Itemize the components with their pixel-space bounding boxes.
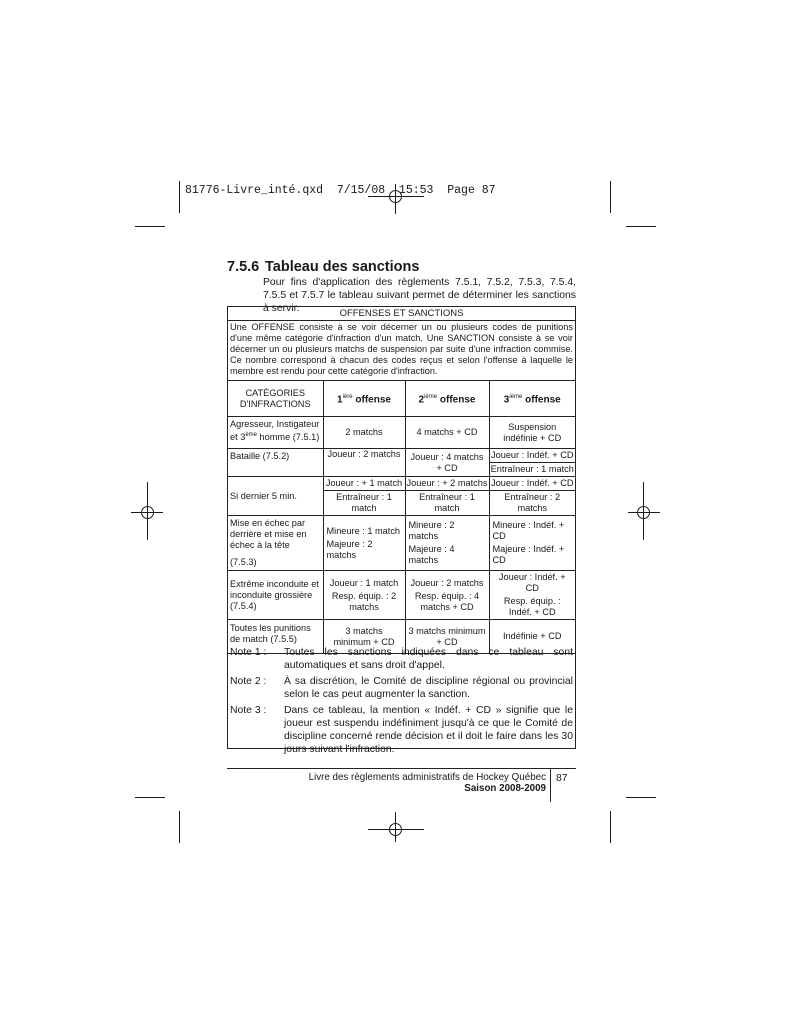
section-title: Tableau des sanctions xyxy=(265,259,420,275)
section-number: 7.5.6 xyxy=(227,259,260,275)
note-label: Note 2 : xyxy=(230,676,267,687)
crop-mark-top-left-vertical xyxy=(179,181,180,213)
cell-offense-1: Joueur : 1 match Resp. équip. : 2 matchs xyxy=(323,571,405,620)
cell-offense-1: 2 matchs xyxy=(323,417,405,449)
crop-mark-top-left-horizontal xyxy=(135,226,165,227)
table-row xyxy=(228,449,575,477)
print-slug-line: 81776-Livre_inté.qxd 7/15/08 15:53 Page 87 xyxy=(185,184,496,197)
header-category: CATÉGORIES D'INFRACTIONS xyxy=(228,381,323,417)
sanctions-table xyxy=(228,380,575,654)
note-item xyxy=(230,704,573,756)
row-category: Bataille (7.5.2) xyxy=(228,449,323,477)
cell-offense-3: Joueur : Indéf. + CD Entraîneur : 2 matchs xyxy=(489,477,575,516)
row-category: Si dernier 5 min. xyxy=(228,477,323,516)
cell-offense-2: Mineure : 2 matchs Majeure : 4 matchs xyxy=(405,516,489,571)
box-title: OFFENSES ET SANCTIONS xyxy=(339,308,464,319)
crop-mark-bottom-left-horizontal xyxy=(135,797,165,798)
row-category: Agresseur, Instigateur et 3ème homme (7.5.1) xyxy=(228,417,323,449)
cell-offense-1: Joueur : + 1 match Entraîneur : 1 match xyxy=(323,477,405,516)
crop-mark-bottom-left-vertical xyxy=(179,811,180,843)
note-text: Toutes les sanctions indiquées dans ce tableau sont automatiques et sans droit d'appel. xyxy=(284,647,573,671)
crop-mark-bottom-right-vertical xyxy=(610,811,611,843)
cell-offense-2: Joueur : 2 matchs Resp. équip. : 4 matchs + CD xyxy=(405,571,489,620)
cell-offense-2: Joueur : 4 matchs + CD xyxy=(405,449,489,477)
table-row xyxy=(228,477,575,516)
table-row xyxy=(228,417,575,449)
cell-offense-3: Indéfinie + CD xyxy=(489,620,575,654)
table-row xyxy=(228,571,575,620)
box-description: Une OFFENSE consiste à se voir décerner un ou plusieurs codes de punitions d'une même catégorie d'infraction d'un match. Une SANCTION consiste à se voir décerner un ou plusieurs matchs de suspension par suite d'une infraction commise. Ce nombre correspond à chacun des codes reçus et selon l'offense à laquelle le membre est rendu pour cette catégorie d'infraction. xyxy=(230,322,573,376)
page-number: 87 xyxy=(556,773,568,784)
table-row xyxy=(228,516,575,571)
footer-vertical-divider xyxy=(550,768,551,802)
note-item xyxy=(230,675,573,701)
note-text: À sa discrétion, le Comité de discipline régional ou provincial selon le cas peut augmenter la sanction. xyxy=(284,676,573,700)
crop-mark-top-right-vertical xyxy=(610,181,611,213)
notes-list xyxy=(230,646,573,759)
note-label: Note 3 : xyxy=(230,705,267,716)
note-label: Note 1 : xyxy=(230,647,267,658)
cell-offense-1: Joueur : 2 matchs xyxy=(323,449,405,477)
section-heading xyxy=(227,259,419,275)
header-offense-3: 3ième offense xyxy=(489,381,575,417)
section-intro: Pour fins d'application des règlements 7.5.1, 7.5.2, 7.5.3, 7.5.4, 7.5.5 et 7.5.7 le tableau suivant permet de déterminer les sanctions à servir. xyxy=(263,277,576,314)
box-title-divider xyxy=(228,320,575,321)
footer-season: Saison 2008-2009 xyxy=(464,783,546,794)
cell-offense-2: Joueur : + 2 matchs Entraîneur : 1 match xyxy=(405,477,489,516)
cell-offense-3: Suspension indéfinie + CD xyxy=(489,417,575,449)
cell-offense-1: Mineure : 1 match Majeure : 2 matchs xyxy=(323,516,405,571)
crop-mark-top-right-horizontal xyxy=(626,226,656,227)
row-category: Toutes les punitions de match (7.5.5) xyxy=(228,620,323,654)
row-category: Extrême inconduite et inconduite grossière (7.5.4) xyxy=(228,571,323,620)
note-text: Dans ce tableau, la mention « Indéf. + CD » signifie que le joueur est suspendu indéfiniment jusqu'à ce que le Comité de discipline concerné rende décision et il doit le faire dans les 30 jours suivant l'infraction. xyxy=(284,705,573,755)
header-offense-2: 2ième offense xyxy=(405,381,489,417)
header-offense-1: $1^{ière}$ offense xyxy=(323,381,405,417)
cell-offense-2: 4 matchs + CD xyxy=(405,417,489,449)
cell-offense-3: Mineure : Indéf. + CD Majeure : Indéf. + CD xyxy=(489,516,575,571)
footer-divider xyxy=(227,768,576,769)
footer-book-title: Livre des règlements administratifs de Hockey Québec Saison 2008-2009 xyxy=(308,772,546,794)
note-item xyxy=(230,646,573,672)
sanctions-box xyxy=(227,306,576,755)
cell-offense-3: Joueur : Indéf. + CD Resp. équip. : Indéf. + CD xyxy=(489,571,575,620)
cell-offense-3: Joueur : Indéf. + CD Entraîneur : 1 match xyxy=(489,449,575,477)
crop-mark-bottom-right-horizontal xyxy=(626,797,656,798)
cell-offense-2: 3 matchs minimum + CD xyxy=(405,620,489,654)
table-header-row xyxy=(228,381,575,417)
cell-offense-1: 3 matchs minimum + CD xyxy=(323,620,405,654)
row-category: Mise en échec par derrière et mise en échec à la tête (7.5.3) xyxy=(228,516,323,571)
